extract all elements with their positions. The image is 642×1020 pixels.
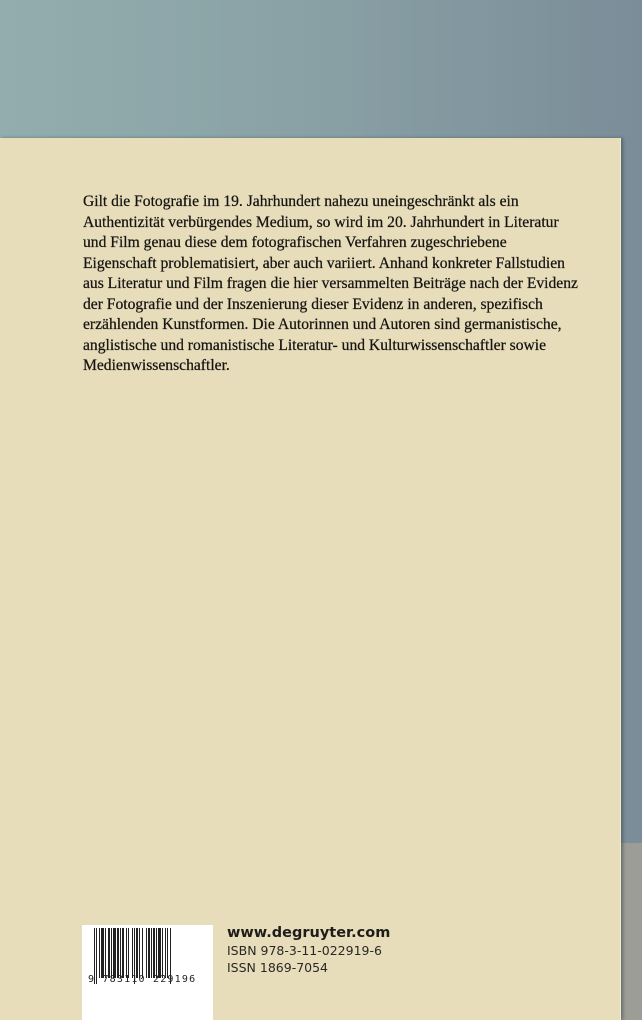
publisher-info [227, 924, 390, 976]
issn: ISSN 1869-7054 [227, 959, 329, 975]
barcode-digits: 9 783110 229196 [88, 974, 197, 985]
isbn: ISBN 978-3-11-022919-6 [227, 943, 382, 958]
blurb-line: aus Literatur und Film fragen die hier versammelten Beiträge nach der Evidenz [83, 275, 578, 292]
blurb-line: Gilt die Fotografie im 19. Jahrhundert nahezu uneingeschränkt als ein [83, 193, 519, 210]
blurb-line: anglistische und romanistische Literatur- und Kulturwissenschaftler sowie [83, 336, 547, 354]
blurb-line: Eigenschaft problematisiert, aber auch variiert. Anhand konkreter Fallstudien [83, 254, 565, 272]
blurb-line: der Fotografie und der Inszenierung dieser Evidenz in anderen, spezifisch [83, 295, 543, 313]
blurb-line: und Film genau diese dem fotografischen Verfahren zugeschriebene [83, 234, 507, 251]
barcode [82, 925, 213, 1020]
blurb-line: Medienwissenschaftler. [83, 357, 230, 374]
blurb-line: Authentizität verbürgendes Medium, so wird im 20. Jahrhundert in Literatur [83, 213, 559, 231]
blurb-line: erzählenden Kunstformen. Die Autorinnen und Autoren sind germanistische, [83, 316, 562, 333]
blurb-text [83, 192, 578, 377]
publisher-website[interactable]: www.degruyter.com [227, 925, 391, 941]
